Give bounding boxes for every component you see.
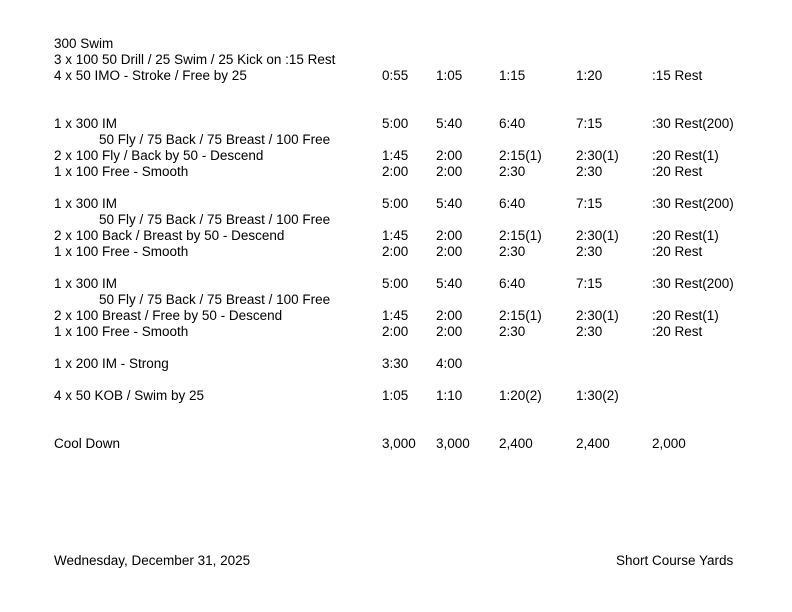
set-description: 2 x 100 Breast / Free by 50 - Descend — [54, 308, 283, 323]
set-description: 4 x 50 IMO - Stroke / Free by 25 — [54, 68, 247, 83]
set-description: 1 x 200 IM - Strong — [54, 356, 169, 371]
interval-col-2: 2:00 — [436, 148, 463, 163]
interval-col-2: 2:00 — [436, 244, 463, 259]
interval-col-5: :15 Rest — [652, 68, 703, 83]
interval-col-1: 0:55 — [382, 68, 409, 83]
interval-col-2: 1:05 — [436, 68, 463, 83]
interval-col-1: 1:45 — [382, 148, 409, 163]
interval-col-5: :30 Rest(200) — [652, 196, 734, 211]
interval-col-2: 2:00 — [436, 324, 463, 339]
interval-col-3: 2:30 — [499, 324, 526, 339]
set-description: Cool Down — [54, 436, 121, 451]
interval-col-4: 7:15 — [576, 276, 603, 291]
interval-col-5: :20 Rest(1) — [652, 148, 719, 163]
interval-col-2: 5:40 — [436, 116, 463, 131]
interval-col-2: 2:00 — [436, 164, 463, 179]
set-description: 1 x 100 Free - Smooth — [54, 164, 189, 179]
interval-col-2: 3,000 — [436, 436, 470, 451]
set-description: 1 x 300 IM — [54, 276, 118, 291]
interval-col-2: 2:00 — [436, 308, 463, 323]
interval-col-5: :20 Rest — [652, 324, 703, 339]
interval-col-4: 2,400 — [576, 436, 610, 451]
set-description: 50 Fly / 75 Back / 75 Breast / 100 Free — [99, 292, 331, 307]
interval-col-5: 2,000 — [652, 436, 686, 451]
interval-col-4: 7:15 — [576, 116, 603, 131]
footer-course: Short Course Yards — [616, 553, 734, 568]
set-description: 300 Swim — [54, 36, 114, 51]
set-description: 4 x 50 KOB / Swim by 25 — [54, 388, 205, 403]
interval-col-1: 1:05 — [382, 388, 409, 403]
interval-col-5: :20 Rest — [652, 244, 703, 259]
set-description: 1 x 100 Free - Smooth — [54, 324, 189, 339]
interval-col-1: 5:00 — [382, 116, 409, 131]
interval-col-4: 2:30(1) — [576, 148, 619, 163]
interval-col-3: 1:20(2) — [499, 388, 542, 403]
interval-col-4: 1:30(2) — [576, 388, 619, 403]
set-description: 1 x 300 IM — [54, 196, 118, 211]
interval-col-3: 2:30 — [499, 164, 526, 179]
set-description: 1 x 100 Free - Smooth — [54, 244, 189, 259]
set-description: 3 x 100 50 Drill / 25 Swim / 25 Kick on :15 Rest — [54, 52, 336, 67]
interval-col-1: 3,000 — [382, 436, 416, 451]
interval-col-2: 1:10 — [436, 388, 463, 403]
set-description: 50 Fly / 75 Back / 75 Breast / 100 Free — [99, 132, 331, 147]
footer-date: Wednesday, December 31, 2025 — [54, 553, 251, 568]
interval-col-5: :20 Rest(1) — [652, 228, 719, 243]
interval-col-1: 3:30 — [382, 356, 409, 371]
interval-col-4: 7:15 — [576, 196, 603, 211]
interval-col-4: 2:30 — [576, 244, 603, 259]
interval-col-3: 2:15(1) — [499, 228, 542, 243]
set-description: 2 x 100 Fly / Back by 50 - Descend — [54, 148, 264, 163]
interval-col-3: 2:15(1) — [499, 308, 542, 323]
interval-col-1: 2:00 — [382, 324, 409, 339]
interval-col-3: 2,400 — [499, 436, 533, 451]
interval-col-3: 2:15(1) — [499, 148, 542, 163]
interval-col-5: :20 Rest(1) — [652, 308, 719, 323]
interval-col-2: 5:40 — [436, 276, 463, 291]
interval-col-2: 5:40 — [436, 196, 463, 211]
set-description: 1 x 300 IM — [54, 116, 118, 131]
interval-col-1: 5:00 — [382, 196, 409, 211]
interval-col-4: 2:30 — [576, 164, 603, 179]
interval-col-1: 2:00 — [382, 164, 409, 179]
interval-col-4: 1:20 — [576, 68, 603, 83]
interval-col-1: 1:45 — [382, 308, 409, 323]
interval-col-4: 2:30(1) — [576, 228, 619, 243]
interval-col-5: :30 Rest(200) — [652, 116, 734, 131]
interval-col-4: 2:30 — [576, 324, 603, 339]
interval-col-5: :30 Rest(200) — [652, 276, 734, 291]
interval-col-4: 2:30(1) — [576, 308, 619, 323]
interval-col-3: 6:40 — [499, 276, 526, 291]
interval-col-3: 6:40 — [499, 116, 526, 131]
interval-col-1: 5:00 — [382, 276, 409, 291]
interval-col-1: 1:45 — [382, 228, 409, 243]
set-description: 2 x 100 Back / Breast by 50 - Descend — [54, 228, 285, 243]
interval-col-3: 2:30 — [499, 244, 526, 259]
set-description: 50 Fly / 75 Back / 75 Breast / 100 Free — [99, 212, 331, 227]
interval-col-2: 2:00 — [436, 228, 463, 243]
interval-col-3: 1:15 — [499, 68, 526, 83]
interval-col-5: :20 Rest — [652, 164, 703, 179]
interval-col-3: 6:40 — [499, 196, 526, 211]
interval-col-1: 2:00 — [382, 244, 409, 259]
interval-col-2: 4:00 — [436, 356, 463, 371]
